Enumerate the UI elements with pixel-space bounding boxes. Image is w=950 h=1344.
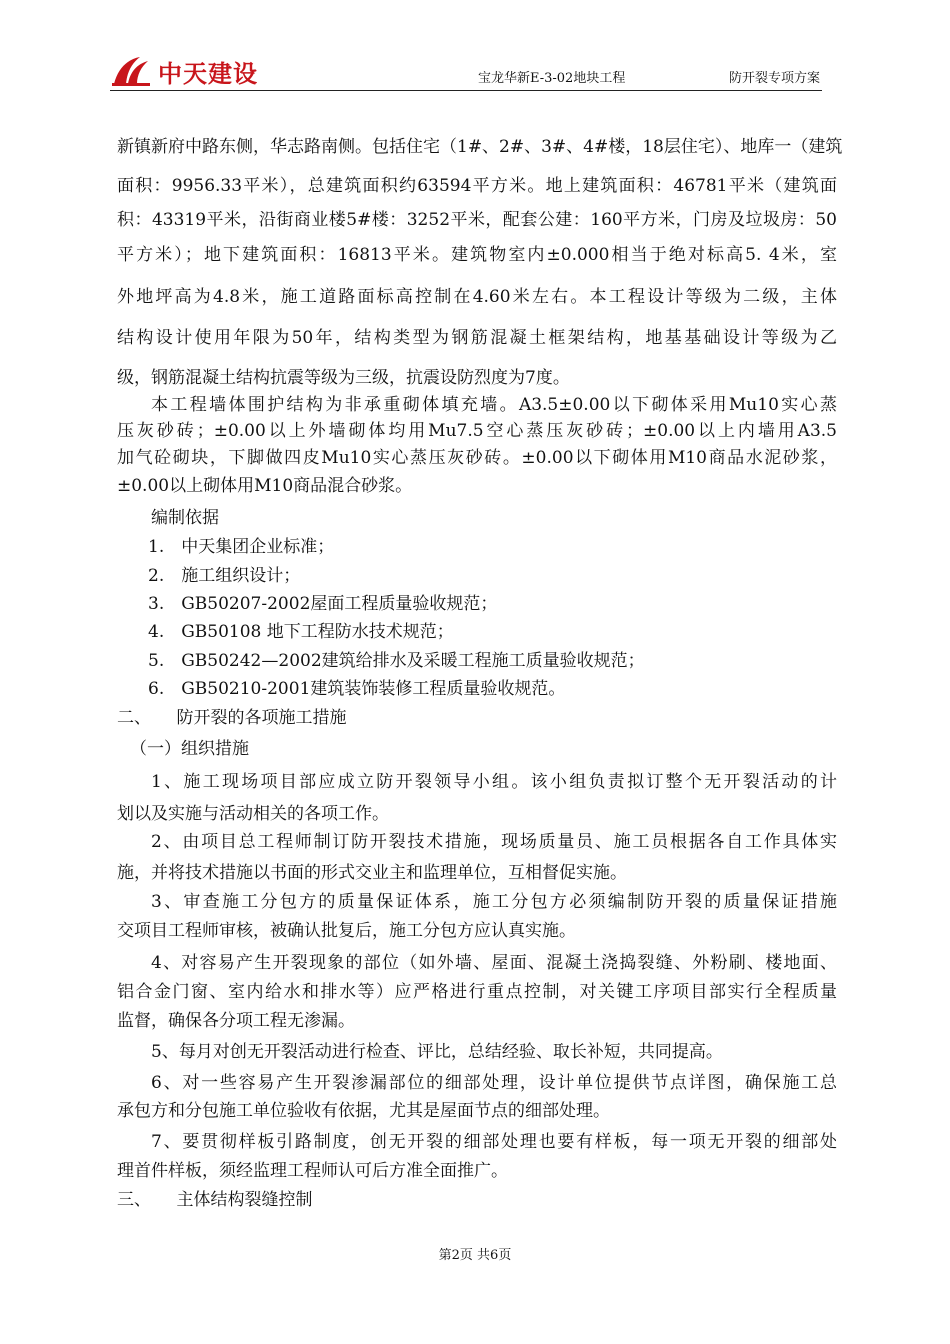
section-heading: 编制依据 xyxy=(151,508,219,528)
text-line: 加气砼砌块，下脚做四皮Mu10实心蒸压灰砂砖。±0.00以下砌体用M10商品水泥砂浆， xyxy=(117,448,837,468)
text-line: 理首件样板，须经监理工程师认可后方准全面推广。 xyxy=(117,1161,508,1181)
text-line: 本工程墙体围护结构为非承重砌体填充墙。A3.5±0.00以下砌体采用Mu10实心蒸 xyxy=(151,395,837,415)
subsection-heading: （一）组织措施 xyxy=(130,739,249,759)
page-number: 第2页 共6页 xyxy=(438,1248,512,1263)
text-line: 1、施工现场项目部应成立防开裂领导小组。该小组负责拟订整个无开裂活动的计 xyxy=(151,772,837,792)
text-line: 铝合金门窗、室内给水和排水等）应严格进行重点控制，对关键工序项目部实行全程质量 xyxy=(117,982,837,1002)
list-item: 4. GB50108 地下工程防水技术规范； xyxy=(148,622,454,642)
company-logo xyxy=(110,54,258,88)
logo-text: 中天建设 xyxy=(158,59,258,88)
text-line: 4、对容易产生开裂现象的部位（如外墙、屋面、混凝土浇捣裂缝、外粉刷、楼地面、 xyxy=(151,953,837,973)
text-line: 压灰砂砖；±0.00以上外墙砌体均用Mu7.5空心蒸压灰砂砖；±0.00以上内墙用A3.5 xyxy=(117,421,837,441)
list-item: 1. 中天集团企业标准； xyxy=(148,537,335,557)
text-line: 6、对一些容易产生开裂渗漏部位的细部处理，设计单位提供节点详图，确保施工总 xyxy=(151,1073,837,1093)
list-item: 3. GB50207-2002屋面工程质量验收规范； xyxy=(148,594,498,614)
logo-emblem-icon xyxy=(110,54,152,88)
text-line: 级，钢筋混凝土结构抗震等级为三级，抗震设防烈度为7度。 xyxy=(117,368,570,388)
header-document-title: 防开裂专项方案 xyxy=(728,71,820,86)
text-line: 划以及实施与活动相关的各项工作。 xyxy=(117,804,389,824)
text-line: 面积：9956.33平米），总建筑面积约63594平方米。地上建筑面积：46781平米（建筑面 xyxy=(117,176,837,196)
section-heading: 二、 防开裂的各项施工措施 xyxy=(117,708,347,728)
text-line: 新镇新府中路东侧，华志路南侧。包括住宅（1#、2#、3#、4#楼，18层住宅）、地库一（建筑 xyxy=(117,137,843,157)
section-heading: 三、 主体结构裂缝控制 xyxy=(117,1190,313,1210)
text-line: 积：43319平米，沿街商业楼5#楼：3252平米，配套公建：160平方米，门房及垃圾房：50 xyxy=(117,210,837,230)
text-line: 监督，确保各分项工程无渗漏。 xyxy=(117,1011,355,1031)
page-header xyxy=(110,50,822,91)
text-line: 交项目工程师审核，被确认批复后，施工分包方应认真实施。 xyxy=(117,921,576,941)
text-line: 3、审查施工分包方的质量保证体系，施工分包方必须编制防开裂的质量保证措施 xyxy=(151,892,837,912)
text-line: 承包方和分包施工单位验收有依据，尤其是屋面节点的细部处理。 xyxy=(117,1101,610,1121)
text-line: 5、每月对创无开裂活动进行检查、评比，总结经验、取长补短，共同提高。 xyxy=(151,1042,723,1062)
text-line: ±0.00以上砌体用M10商品混合砂浆。 xyxy=(117,476,413,496)
text-line: 结构设计使用年限为50年，结构类型为钢筋混凝土框架结构，地基基础设计等级为乙 xyxy=(117,328,837,348)
text-line: 2、由项目总工程师制订防开裂技术措施，现场质量员、施工员根据各自工作具体实 xyxy=(151,832,837,852)
text-line: 外地坪高为4.8米，施工道路面标高控制在4.60米左右。本工程设计等级为二级，主体 xyxy=(117,287,837,307)
list-item: 2. 施工组织设计； xyxy=(148,566,301,586)
list-item: 6. GB50210-2001建筑装饰装修工程质量验收规范。 xyxy=(148,679,566,699)
text-line: 平方米）；地下建筑面积：16813平米。建筑物室内±0.000相当于绝对标高5. 4米，室 xyxy=(117,245,837,265)
text-line: 7、要贯彻样板引路制度，创无开裂的细部处理也要有样板，每一项无开裂的细部处 xyxy=(151,1132,837,1152)
list-item: 5. GB50242—2002建筑给排水及采暖工程施工质量验收规范； xyxy=(148,651,645,671)
text-line: 施，并将技术措施以书面的形式交业主和监理单位，互相督促实施。 xyxy=(117,863,627,883)
header-project-name: 宝龙华新E-3-02地块工程 xyxy=(478,71,626,86)
